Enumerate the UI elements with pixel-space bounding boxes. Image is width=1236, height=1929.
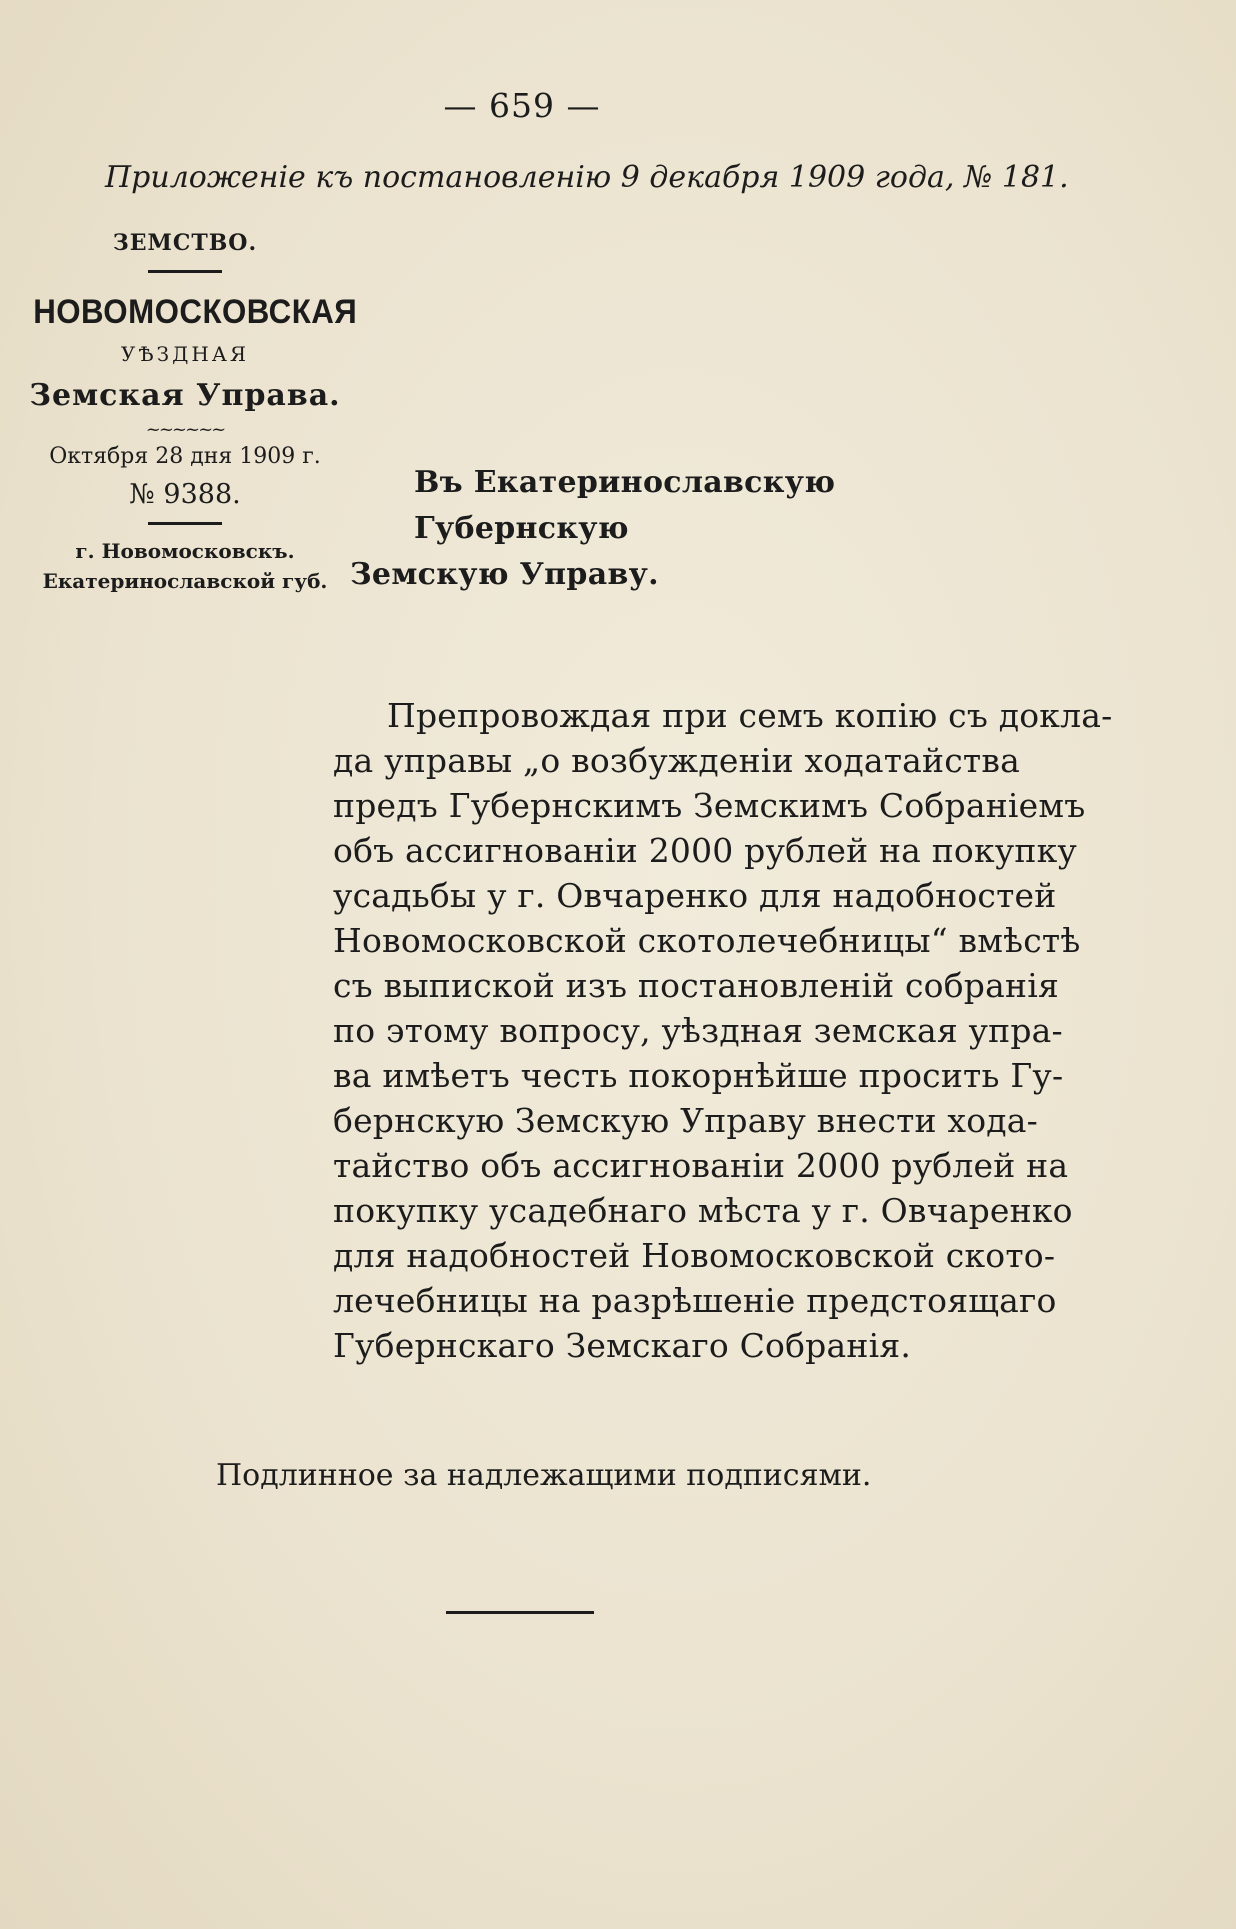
- ornament-divider: ~~~~~~: [145, 419, 225, 440]
- appendix-heading: Приложеніе къ постановленію 9 декабря 1909 года, № 181.: [105, 160, 1069, 195]
- body-line: съ выпиской изъ постановленій собранія: [333, 966, 1059, 1005]
- sender-block: [20, 230, 358, 593]
- sender-province: Екатеринославской губ.: [42, 569, 328, 593]
- body-line: тайство объ ассигнованіи 2000 рублей на: [333, 1146, 1069, 1185]
- sender-org-type: УѢЗДНАЯ: [120, 342, 250, 366]
- sender-org-body: Земская Управа.: [29, 378, 341, 413]
- body-line: усадьбы у г. Овчаренко для надобностей: [333, 876, 1057, 915]
- sender-org-name: НОВОМОСКОВСКАЯ: [33, 293, 358, 331]
- addressee-block: [350, 460, 1050, 598]
- addressee-line: Земскую Управу.: [350, 557, 659, 592]
- body-line: Губернскаго Земскаго Собранія.: [333, 1326, 912, 1365]
- body-line: объ ассигнованіи 2000 рублей на покупку: [333, 831, 1078, 870]
- signature-note: Подлинное за надлежащими подписями.: [216, 1458, 872, 1493]
- body-line: ва имѣетъ честь покорнѣйше просить Гу-: [333, 1056, 1064, 1095]
- divider: [148, 522, 222, 525]
- body-line: лечебницы на разрѣшеніе предстоящаго: [333, 1281, 1057, 1320]
- page-number: — 659 —: [443, 86, 601, 125]
- body-line: по этому вопросу, уѣздная земская упра-: [333, 1011, 1063, 1050]
- addressee-line: Въ Екатеринославскую Губернскую: [414, 465, 836, 546]
- sender-zemstvo: ЗЕМСТВО.: [112, 230, 258, 256]
- body-line: покупку усадебнаго мѣста у г. Овчаренко: [333, 1191, 1073, 1230]
- sender-city: г. Новомосковскъ.: [75, 539, 295, 563]
- body-line: бернскую Земскую Управу внести хода-: [333, 1101, 1039, 1140]
- body-line: Препровождая при семъ копію съ докла-: [387, 696, 1113, 735]
- footer-divider: [446, 1611, 594, 1614]
- body-line: предъ Губернскимъ Земскимъ Собраніемъ: [333, 786, 1086, 825]
- sender-number: № 9388.: [129, 479, 241, 510]
- body-line: для надобностей Новомосковской ското-: [333, 1236, 1056, 1275]
- divider: [148, 270, 222, 273]
- sender-date: Октября 28 дня 1909 г.: [49, 444, 321, 469]
- body-line: да управы „о возбужденіи ходатайства: [333, 741, 1021, 780]
- body-line: Новомосковской скотолечебницы“ вмѣстѣ: [333, 921, 1081, 960]
- letter-body: [333, 693, 1113, 1368]
